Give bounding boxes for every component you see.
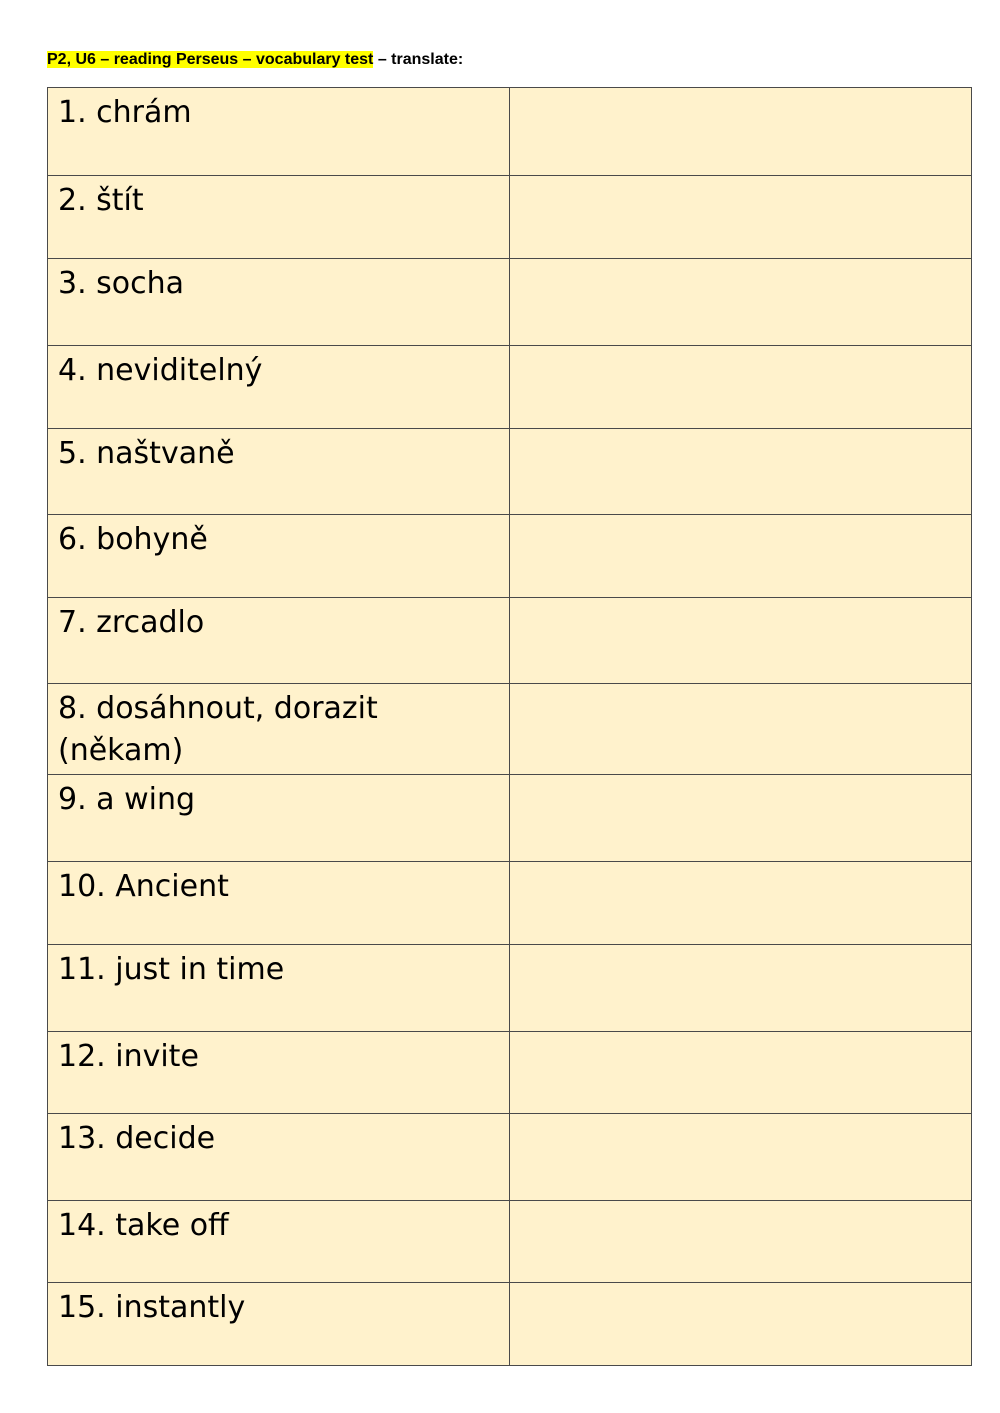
vocab-word: 8. dosáhnout, dorazit (někam) [48, 684, 510, 775]
vocab-word: 14. take off [48, 1201, 510, 1283]
vocab-word: 10. Ancient [48, 862, 510, 945]
answer-cell[interactable] [510, 1114, 972, 1201]
answer-cell[interactable] [510, 1283, 972, 1366]
vocab-word: 2. štít [48, 176, 510, 259]
answer-cell[interactable] [510, 598, 972, 684]
answer-cell[interactable] [510, 684, 972, 775]
table-row [48, 346, 972, 429]
table-row [48, 1032, 972, 1114]
vocab-word: 1. chrám [48, 88, 510, 176]
worksheet-title [47, 49, 463, 71]
table-row [48, 598, 972, 684]
table-row [48, 515, 972, 598]
vocab-word: 13. decide [48, 1114, 510, 1201]
answer-cell[interactable] [510, 862, 972, 945]
answer-cell[interactable] [510, 1201, 972, 1283]
vocab-word: 5. naštvaně [48, 429, 510, 515]
answer-cell[interactable] [510, 945, 972, 1032]
table-row [48, 259, 972, 346]
answer-cell[interactable] [510, 176, 972, 259]
table-row [48, 945, 972, 1032]
vocab-word: 4. neviditelný [48, 346, 510, 429]
answer-cell[interactable] [510, 775, 972, 862]
table-row [48, 775, 972, 862]
table-row [48, 88, 972, 176]
table-row [48, 1114, 972, 1201]
vocab-word: 6. bohyně [48, 515, 510, 598]
answer-cell[interactable] [510, 1032, 972, 1114]
vocab-word: 3. socha [48, 259, 510, 346]
table-row [48, 1283, 972, 1366]
vocab-word: 9. a wing [48, 775, 510, 862]
vocabulary-table [47, 87, 972, 1366]
title-instruction: – translate: [373, 51, 464, 68]
table-row [48, 176, 972, 259]
answer-cell[interactable] [510, 346, 972, 429]
vocab-word: 15. instantly [48, 1283, 510, 1366]
vocab-word: 11. just in time [48, 945, 510, 1032]
answer-cell[interactable] [510, 259, 972, 346]
answer-cell[interactable] [510, 429, 972, 515]
table-row [48, 862, 972, 945]
title-highlighted: P2, U6 – reading Perseus – vocabulary test [47, 51, 374, 68]
table-row [48, 684, 972, 775]
answer-cell[interactable] [510, 515, 972, 598]
table-row [48, 1201, 972, 1283]
table-row [48, 429, 972, 515]
answer-cell[interactable] [510, 88, 972, 176]
vocab-word: 7. zrcadlo [48, 598, 510, 684]
vocab-word: 12. invite [48, 1032, 510, 1114]
